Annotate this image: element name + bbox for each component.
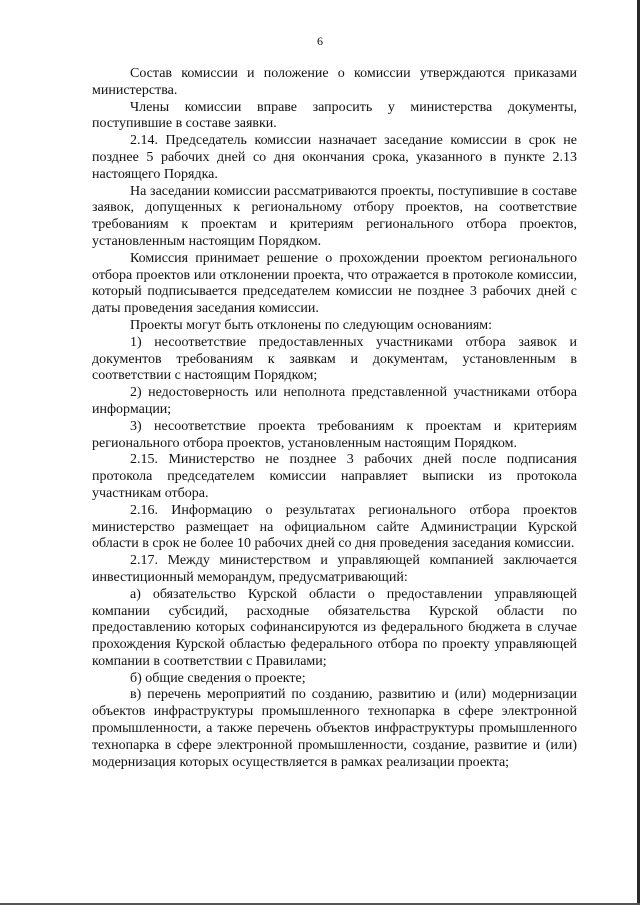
paragraph-2-17: 2.17. Между министерством и управляющей компанией заключается инвестиционный меморандум, предусматривающий: <box>92 553 577 585</box>
list-item-memorandum-v: в) перечень мероприятий по созданию, развитию и (или) модернизации объектов инфраструктуры промышленного технопарка в сфере электронной промышленности, а также перечень объектов инфраструктуры промышленного технопарка в сфере электронной промышленности, создание, развитие и (или) модернизация которых осуществляется в рамках реализации проекта; <box>92 687 577 770</box>
page-number: 6 <box>317 34 323 48</box>
paragraph-2-15: 2.15. Министерство не позднее 3 рабочих дней после подписания протокола председателем комиссии направляет выписки из протокола участникам отбора. <box>92 452 577 501</box>
paragraph-rejection-grounds-intro: Проекты могут быть отклонены по следующим основаниям: <box>130 317 493 333</box>
list-item-memorandum-a: а) обязательство Курской области о предоставлении управляющей компании субсидий, расходные обязательства Курской области по предоставлению которых софинансируются из федерального бюджета в случае прохождения Курской областью федерального отбора по проекту управляющей компании в соответствии с Правилами; <box>92 586 577 669</box>
list-item-rejection-2: 2) недостоверность или неполнота представленной участниками отбора информации; <box>92 385 577 417</box>
paragraph-2-14: 2.14. Председатель комиссии назначает заседание комиссии в срок не позднее 5 рабочих дней со дня окончания срока, указанного в пункте 2.13 настоящего Порядка. <box>92 133 577 182</box>
paragraph-commission-composition: Состав комиссии и положение о комиссии утверждаются приказами министерства. <box>92 66 577 98</box>
document-body <box>92 66 577 771</box>
list-item-rejection-3: 3) несоответствие проекта требованиям к проектам и критериям регионального отбора проектов, установленным настоящим Порядком. <box>92 418 577 451</box>
list-item-rejection-1: 1) несоответствие предоставленных участниками отбора заявок и документов требованиям к заявкам и документам, установленным в соответствии с настоящим Порядком; <box>92 334 577 384</box>
paragraph-meeting-review: На заседании комиссии рассматриваются проекты, поступившие в составе заявок, допущенных к региональному отбору проектов, на соответствие требованиям к проектам и критериям регионального отбора проектов, установленным настоящим Порядком. <box>92 183 577 249</box>
paragraph-commission-decision: Комиссия принимает решение о прохождении проектом регионального отбора проектов или отклонении проекта, что отражается в протоколе комиссии, который подписывается председателем комиссии не позднее 3 рабочих дней с даты проведения заседания комиссии. <box>92 250 577 317</box>
paragraph-commission-members-request: Члены комиссии вправе запросить у министерства документы, поступившие в составе заявки. <box>92 99 577 132</box>
paragraph-2-16: 2.16. Информацию о результатах регионального отбора проектов министерство размещает на официальном сайте Администрации Курской области в срок не более 10 рабочих дней со дня проведения заседания комиссии. <box>92 502 577 552</box>
list-item-memorandum-b: б) общие сведения о проекте; <box>130 670 306 686</box>
